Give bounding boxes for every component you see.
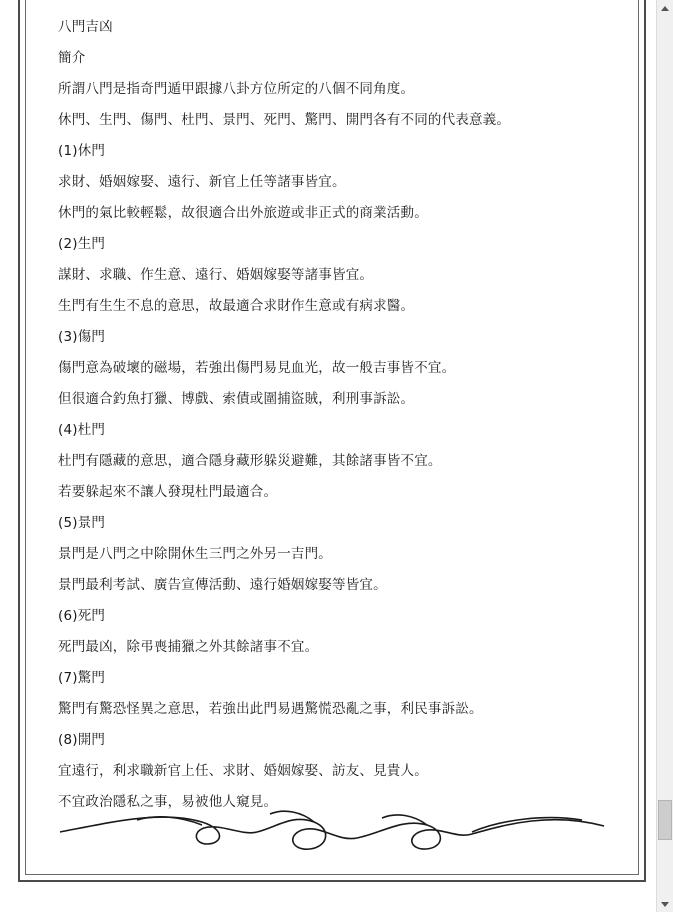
article-line: (6)死門 (58, 608, 106, 624)
article-line: 但很適合釣魚打獵、博戲、索債或圍捕盜賊，利刑事訴訟。 (58, 391, 415, 407)
article-line: 傷門意為破壞的磁場，若強出傷門易見血光，故一般吉事皆不宜。 (58, 360, 456, 376)
decorative-flourish-icon (52, 792, 612, 862)
page-border-inner (25, 0, 639, 875)
scrollbar-thumb[interactable] (658, 800, 672, 840)
article-line: 休門的氣比較輕鬆，故很適合出外旅遊或非正式的商業活動。 (58, 205, 428, 221)
article-line: 求財、婚姻嫁娶、遠行、新官上任等諸事皆宜。 (58, 174, 346, 190)
article-line: (2)生門 (58, 236, 106, 252)
article-line: 不宜政治隱私之事，易被他人窺見。 (58, 794, 278, 810)
article-line: (8)開門 (58, 732, 106, 748)
article-line: (7)驚門 (58, 670, 106, 686)
article-line: 死門最凶，除弔喪捕獵之外其餘諸事不宜。 (58, 639, 319, 655)
article-line: 景門是八門之中除開休生三門之外另一吉門。 (58, 546, 332, 562)
article-line: 所謂八門是指奇門遁甲跟據八卦方位所定的八個不同角度。 (58, 81, 415, 97)
article-line: 景門最利考試、廣告宣傳活動、遠行婚姻嫁娶等皆宜。 (58, 577, 387, 593)
scroll-down-button[interactable] (657, 896, 673, 912)
scroll-down-arrow-icon (661, 902, 669, 907)
article-line: 簡介 (58, 50, 86, 66)
article-line: 八門吉凶 (58, 19, 113, 35)
article-line: 宜遠行，利求職新官上任、求財、婚姻嫁娶、訪友、見貴人。 (58, 763, 428, 779)
article-line: 杜門有隱藏的意思，適合隱身藏形躲災避難，其餘諸事皆不宜。 (58, 453, 442, 469)
article-line: 驚門有驚恐怪異之意思，若強出此門易遇驚慌恐亂之事，利民事訴訟。 (58, 701, 483, 717)
article-line: 休門、生門、傷門、杜門、景門、死門、驚門、開門各有不同的代表意義。 (58, 112, 511, 128)
article-line: 若要躲起來不讓人發現杜門最適合。 (58, 484, 278, 500)
article-line: (1)休門 (58, 143, 106, 159)
article-line: (3)傷門 (58, 329, 106, 345)
article-line: (5)景門 (58, 515, 106, 531)
scroll-up-button[interactable] (657, 0, 673, 16)
vertical-scrollbar[interactable] (656, 0, 673, 912)
page-border-outer (18, 0, 646, 882)
scroll-up-arrow-icon (661, 6, 669, 11)
article-line: 謀財、求職、作生意、遠行、婚姻嫁娶等諸事皆宜。 (58, 267, 374, 283)
article-line: (4)杜門 (58, 422, 106, 438)
article-line: 生門有生生不息的意思，故最適合求財作生意或有病求醫。 (58, 298, 415, 314)
article-body (58, 12, 618, 818)
